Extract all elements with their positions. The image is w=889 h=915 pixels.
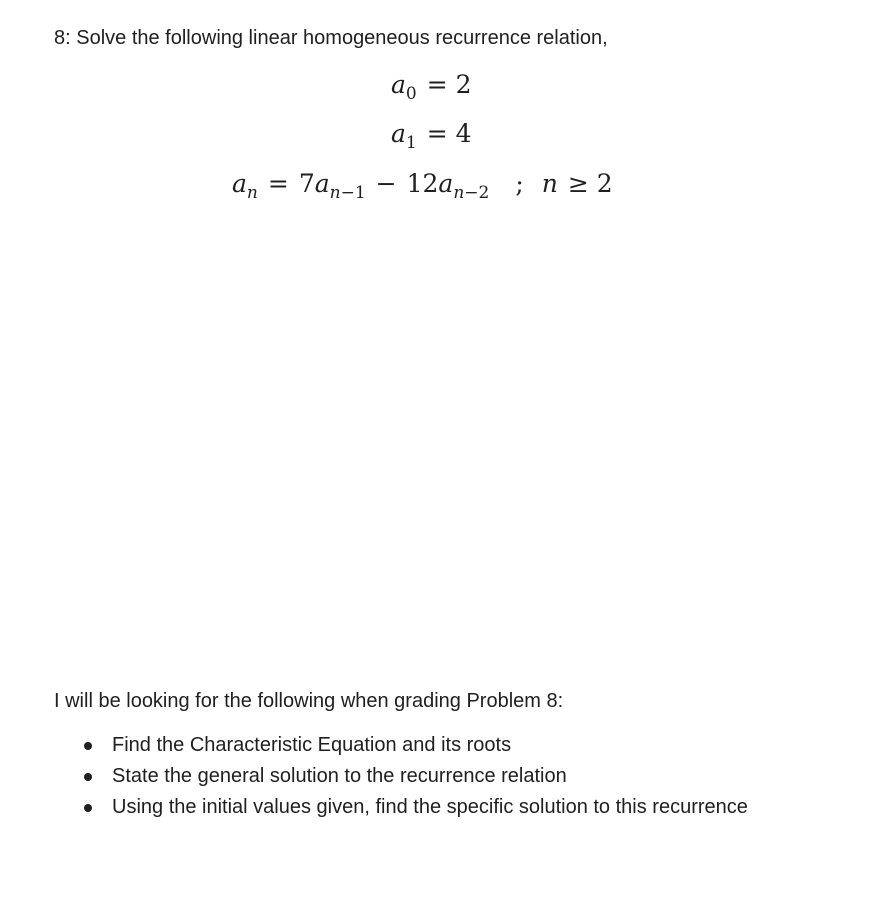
recurrence-separator: ; [515, 169, 524, 198]
eq1-rhs: = 4 [426, 119, 472, 148]
recurrence-equation [232, 169, 613, 203]
eq1-variable: a [391, 119, 406, 148]
recurrence-term2-variable: a [438, 169, 454, 198]
recurrence-lhs-variable: a [232, 169, 247, 198]
recurrence-lhs-subscript: n [246, 183, 258, 203]
initial-condition-a0 [391, 70, 472, 104]
criteria-text: Using the initial values given, find the specific solution to this recurrence [112, 796, 748, 818]
recurrence-condition: ≥ 2 [567, 169, 613, 198]
criteria-text: State the general solution to the recurrence relation [112, 765, 567, 787]
eq0-variable: a [391, 70, 406, 99]
list-item [84, 730, 748, 761]
recurrence-coefficient-1: 7 [298, 169, 315, 198]
eq1-subscript: 1 [405, 133, 417, 153]
eq0-rhs: = 2 [426, 70, 472, 99]
bullet-icon [84, 804, 92, 812]
bullet-icon [84, 773, 92, 781]
recurrence-term1-subscript: n−1 [329, 183, 366, 203]
grading-criteria-list [84, 730, 748, 823]
bullet-icon [84, 742, 92, 750]
problem-heading: 8: Solve the following linear homogeneous recurrence relation, [54, 27, 608, 49]
list-item [84, 792, 748, 823]
recurrence-coefficient-2: 12 [406, 169, 439, 198]
grading-heading: I will be looking for the following when grading Problem 8: [54, 690, 564, 712]
recurrence-term2-subscript: n−2 [453, 183, 490, 203]
recurrence-condition-variable: n [541, 169, 558, 198]
recurrence-minus: − [375, 169, 397, 198]
recurrence-term1-variable: a [314, 169, 330, 198]
criteria-text: Find the Characteristic Equation and its roots [112, 734, 512, 756]
initial-condition-a1 [391, 119, 472, 153]
eq0-subscript: 0 [405, 84, 417, 104]
recurrence-equals: = [267, 169, 289, 198]
list-item [84, 761, 748, 792]
